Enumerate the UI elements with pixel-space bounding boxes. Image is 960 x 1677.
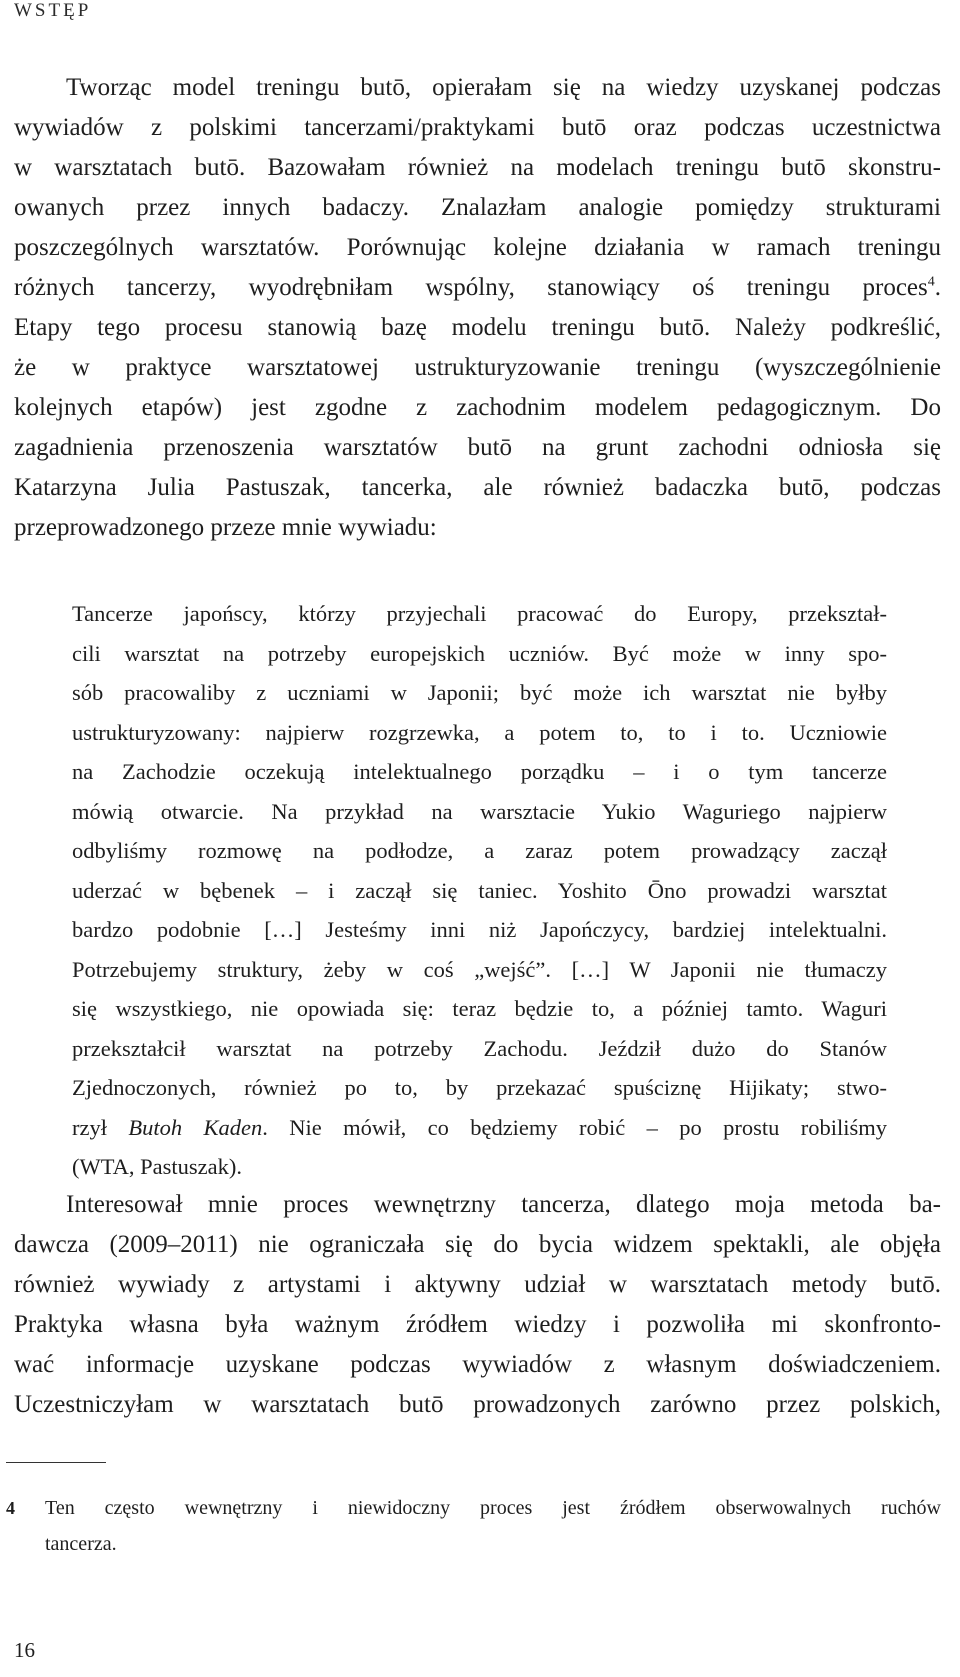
text-segment: rzył <box>72 1114 107 1140</box>
quote-line: Tancerze japońscy, którzy przyjechali pracować do Europy, przekształ- <box>72 601 887 626</box>
text-line-with-footnote <box>14 268 941 308</box>
footnote-line: Ten często wewnętrzny i niewidoczny proces jest źródłem obserwowalnych ruchów <box>45 1497 941 1519</box>
text-line: Praktyka własna była ważnym źródłem wiedzy i pozwoliła mi skonfronto- <box>14 1311 941 1338</box>
paragraph-2 <box>14 1185 941 1425</box>
text-line: Tworząc model treningu butō, opierałam się na wiedzy uzyskanej podczas <box>66 74 941 101</box>
quote-line: na Zachodzie oczekują intelektualnego porządku – i o tym tancerze <box>72 759 887 784</box>
text-line: poszczególnych warsztatów. Porównując kolejne działania w ramach treningu <box>14 234 941 261</box>
block-quote <box>72 594 887 1187</box>
footnote-number: 4 <box>6 1498 15 1518</box>
text-segment: . <box>934 274 941 301</box>
footnote-line: tancerza. <box>45 1533 117 1555</box>
text-line: również wywiady z artystami i aktywny udział w warsztatach metody butō. <box>14 1271 941 1298</box>
text-line: Interesował mnie proces wewnętrzny tancerza, dlatego moja metoda ba- <box>66 1191 941 1218</box>
text-line: Etapy tego procesu stanowią bazę modelu treningu butō. Należy podkreślić, <box>14 314 941 341</box>
quote-line: cili warsztat na potrzeby europejskich uczniów. Być może w inny spo- <box>72 640 887 666</box>
quote-line: Potrzebujemy struktury, żeby w coś „wejść”. […] W Japonii nie tłumaczy <box>72 956 887 982</box>
quote-line: uderzać w bębenek – i zaczął się taniec. Yoshito Ōno prowadzi warsztat <box>72 877 887 903</box>
footnote-reference[interactable]: 4 <box>927 274 935 290</box>
quote-line: sób pracowaliby z uczniami w Japonii; być może ich warsztat nie byłby <box>72 680 887 705</box>
text-line: wać informacje uzyskane podczas wywiadów z własnym doświadczeniem. <box>14 1351 941 1378</box>
text-line: Uczestniczyłam w warsztatach butō prowadzonych zarówno przez polskich, <box>14 1391 941 1418</box>
text-line: zagadnienia przenoszenia warsztatów butō na grunt zachodni odniosła się <box>14 434 941 461</box>
quote-line: odbyliśmy rozmowę na podłodze, a zaraz potem prowadzący zaczął <box>72 838 887 863</box>
text-line: przeprowadzonego przeze mnie wywiadu: <box>14 514 437 541</box>
text-line: wywiadów z polskimi tancerzami/praktykami butō oraz podczas uczestnictwa <box>14 114 941 141</box>
quote-line: ustrukturyzowany: najpierw rozgrzewka, a potem to, to i to. Uczniowie <box>72 719 887 745</box>
quote-line: przekształcił warsztat na potrzeby Zachodu. Jeździł dużo do Stanów <box>72 1035 887 1061</box>
quote-line: (WTA, Pastuszak). <box>72 1154 243 1179</box>
work-title: Butoh Kaden <box>128 1114 263 1140</box>
text-line: owanych przez innych badaczy. Znalazłam analogie pomiędzy strukturami <box>14 194 941 221</box>
text-line: kolejnych etapów) jest zgodne z zachodnim modelem pedagogicznym. Do <box>14 394 941 421</box>
footnote-text <box>45 1490 941 1562</box>
quote-line: Zjednoczonych, również po to, by przekazać spuściznę Hijikaty; stwo- <box>72 1075 887 1100</box>
quote-line: się wszystkiego, nie opowiada się: teraz będzie to, a później tamto. Waguri <box>72 996 887 1021</box>
quote-line: mówią otwarcie. Na przykład na warsztacie Yukio Waguriego najpierw <box>72 798 887 824</box>
text-segment: Nie mówił, co będziemy robić – po prostu robiliśmy <box>289 1114 888 1140</box>
running-head: WSTĘP <box>14 0 92 21</box>
text-line: Katarzyna Julia Pastuszak, tancerka, ale również badaczka butō, podczas <box>14 474 941 501</box>
quote-line-with-title: rzył Butoh Kaden. Nie mówił, co będziemy robić – po prostu robiliśmy <box>72 1114 888 1140</box>
text-line: że w praktyce warsztatowej ustrukturyzowanie treningu (wyszczególnienie <box>14 354 941 381</box>
paragraph-1 <box>14 68 941 548</box>
text-segment: różnych tancerzy, wyodrębniłam wspólny, stanowiący oś treningu proces <box>14 274 928 301</box>
footnote-separator <box>6 1462 106 1463</box>
text-line: w warsztatach butō. Bazowałam również na modelach treningu butō skonstru- <box>14 154 941 181</box>
page-number: 16 <box>14 1638 35 1662</box>
quote-line: bardzo podobnie […] Jesteśmy inni niż Japończycy, bardziej intelektualni. <box>72 917 887 942</box>
text-line: dawcza (2009–2011) nie ograniczała się do bycia widzem spektakli, ale objęła <box>14 1231 941 1258</box>
footnote <box>6 1490 941 1562</box>
